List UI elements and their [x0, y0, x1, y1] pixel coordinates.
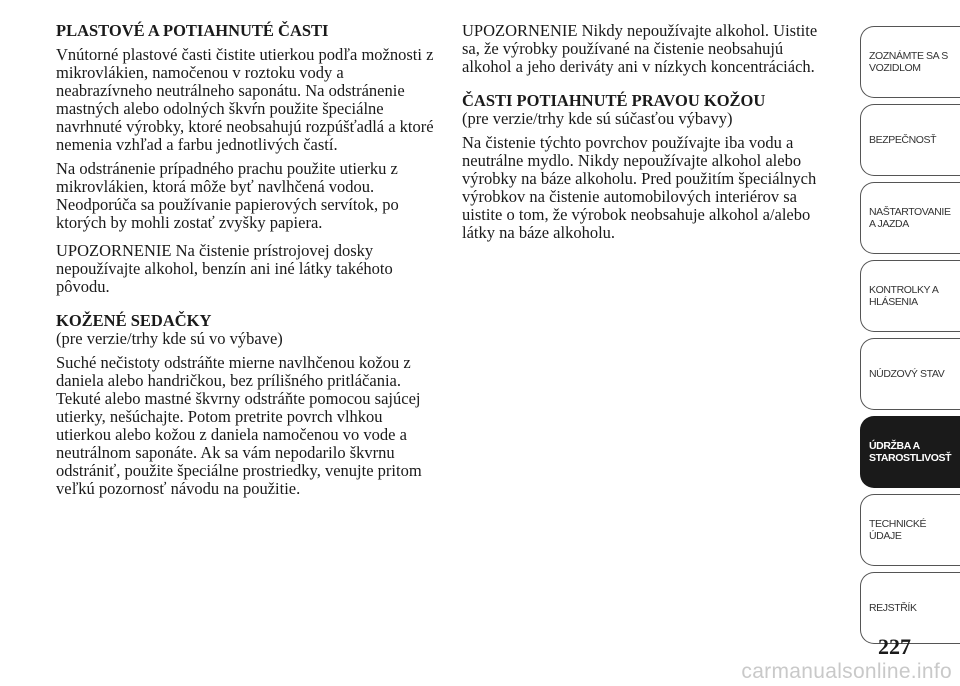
chapter-tabs: [860, 26, 960, 650]
plastic-parts-heading: PLASTOVÉ A POTIAHNUTÉ ČASTI: [56, 21, 329, 40]
tab-starting-driving[interactable]: [860, 182, 960, 254]
left-column: [56, 22, 441, 498]
plastic-parts-paragraph-1: Vnútorné plastové časti čistite utierkou podľa možnosti z mikrovlákien, namočenou v roztoku vody a neabrazívneho neutrálneho saponátu. Na odstránenie mastných alebo odolných škvŕn použite špeciálne navrhnuté výrobky, ktoré neobsahujú rozpúšťadlá a ktoré nemenia vzhľad a farbu jednotlivých častí.: [56, 45, 434, 154]
tab-maintenance[interactable]: [860, 416, 960, 488]
tab-label: TECHNICKÉ ÚDAJE: [869, 518, 927, 542]
tab-label: NAŠTARTOVANIE A JAZDA: [869, 206, 951, 230]
leather-seats-subheading: (pre verzie/trhy kde sú vo výbave): [56, 329, 283, 348]
tab-label: REJSTŘÍK: [869, 602, 917, 614]
dashboard-warning: UPOZORNENIE Na čistenie prístrojovej dosky nepoužívajte alkohol, benzín ani iné látky takéhoto pôvodu.: [56, 241, 393, 296]
tab-label: ZOZNÁMTE SA S VOZIDLOM: [869, 50, 948, 74]
page-number: 227: [878, 634, 911, 659]
tab-emergency[interactable]: [860, 338, 960, 410]
plastic-parts-paragraph-2: Na odstránenie prípadného prachu použite utierku z mikrovlákien, ktorá môže byť navlhčená vodou. Neodporúča sa používanie papierových servítok, po ktorých by mohli zostať zvyšky papiera.: [56, 159, 399, 232]
tab-getting-to-know[interactable]: [860, 26, 960, 98]
tab-technical-data[interactable]: [860, 494, 960, 566]
genuine-leather-subheading: (pre verzie/trhy kde sú súčasťou výbavy): [462, 109, 733, 128]
genuine-leather-heading: ČASTI POTIAHNUTÉ PRAVOU KOŽOU: [462, 91, 766, 110]
tab-warning-lights[interactable]: [860, 260, 960, 332]
leather-seats-paragraph: Suché nečistoty odstráňte mierne navlhčenou kožou z daniela alebo handričkou, bez prílišného pritláčania. Tekuté alebo mastné škvrny odstráňte pomocou sajúcej utierky, nešúchajte. Potom pretrite povrch vlhkou utierkou alebo kožou z daniela namočenou vo vode a neutrálnom saponáte. Ak sa vám nepodarilo škvrnu odstrániť, použite špeciálne prostriedky, venujte pritom veľkú pozornosť návodu na použitie.: [56, 353, 422, 498]
watermark: carmanualsonline.info: [741, 660, 952, 683]
tab-label: BEZPEČNOSŤ: [869, 134, 937, 146]
right-column: [462, 22, 832, 242]
tab-label: ÚDRŽBA A STAROSTLIVOSŤ: [869, 440, 952, 464]
genuine-leather-paragraph: Na čistenie týchto povrchov používajte iba vodu a neutrálne mydlo. Nikdy nepoužívajte alkohol alebo výrobky na báze alkoholu. Pred použitím špeciálnych výrobkov na čistenie automobilových interiérov sa uistite o tom, že výrobok neobsahuje alkohol a/alebo látky na báze alkoholu.: [462, 133, 817, 242]
tab-safety[interactable]: [860, 104, 960, 176]
leather-seats-heading: KOŽENÉ SEDAČKY: [56, 311, 212, 330]
tab-label: KONTROLKY A HLÁSENIA: [869, 284, 938, 308]
tab-label: NÚDZOVÝ STAV: [869, 368, 945, 380]
alcohol-warning: UPOZORNENIE Nikdy nepoužívajte alkohol. Uistite sa, že výrobky používané na čistenie neobsahujú alkohol a jeho deriváty ani v nízkych koncentráciách.: [462, 21, 818, 76]
